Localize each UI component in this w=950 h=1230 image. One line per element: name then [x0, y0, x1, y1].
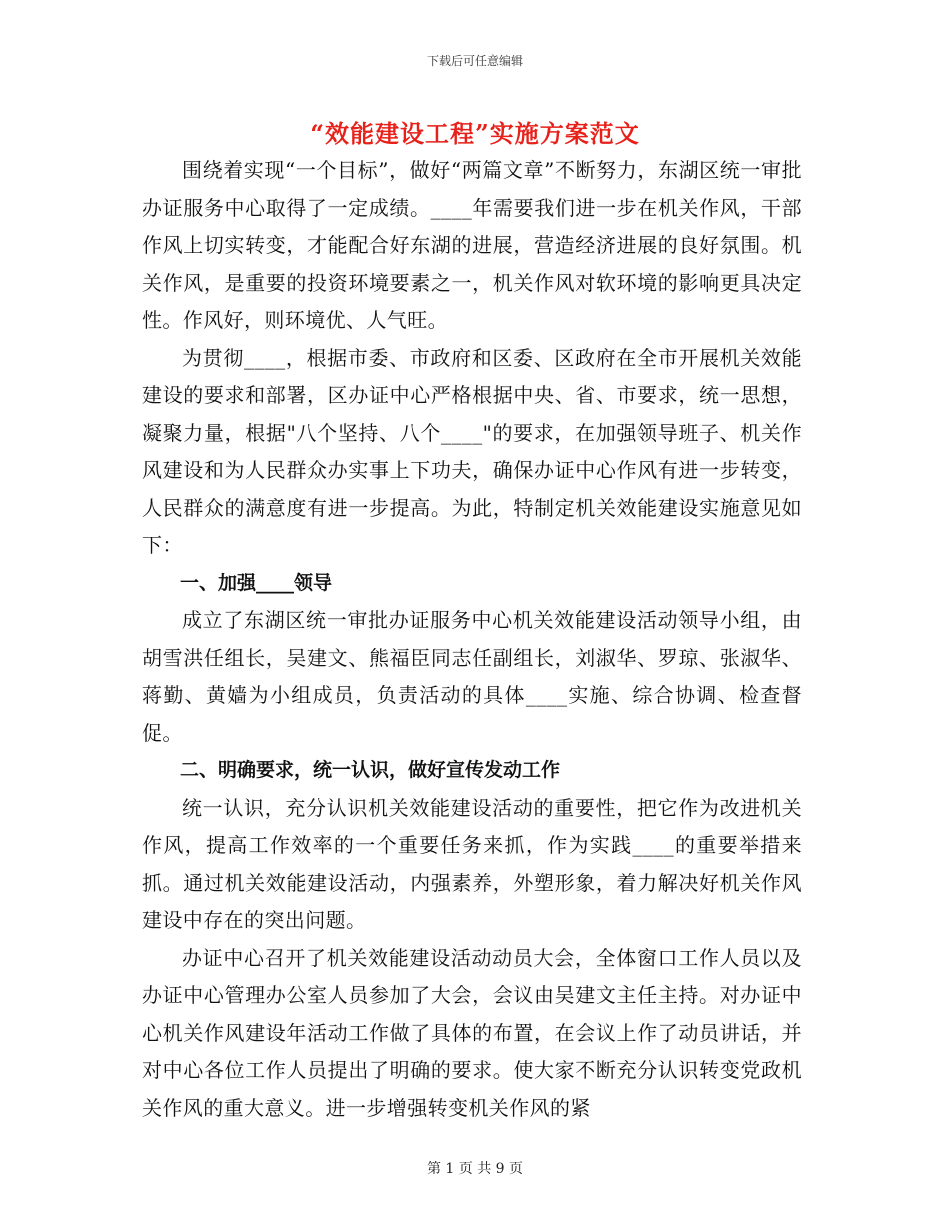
paragraph-intro: 围绕着实现“一个目标”，做好“两篇文章”不断努力，东湖区统一审批办证服务中心取得了一定成绩。____年需要我们进一步在机关作风，干部作风上切实转变，才能配合好东湖的进展，营造经济进展的良好氛围。机关作风，是重要的投资环境要素之一，机关作风对软环境的影响更具决定性。作风好，则环境优、人气旺。 [142, 158, 802, 332]
page-footer: 第 1 页 共 9 页 [426, 1161, 524, 1177]
paragraph-awareness: 统一认识，充分认识机关效能建设活动的重要性，把它作为改进机关作风，提高工作效率的一个重要任务来抓，作为实践____的重要举措来抓。通过机关效能建设活动，内强素养，外塑形象，着力解决好机关作风建设中存在的突出问题。 [142, 795, 802, 932]
paragraph-implementation: 为贯彻____，根据市委、市政府和区委、区政府在全市开展机关效能建设的要求和部署，区办证中心严格根据中央、省、市要求，统一思想，凝聚力量，根据"八个坚持、八个____"的要求，在加强领导班子、机关作风建设和为人民群众办实事上下功夫，确保办证中心作风有进一步转变，人民群众的满意度有进一步提高。为此，特制定机关效能建设实施意见如下： [142, 345, 802, 557]
section-heading-1: 一、加强____领导 [180, 571, 333, 594]
document-body [142, 152, 802, 1127]
document-title: “效能建设工程”实施方案范文 [310, 119, 640, 148]
header-note: 下载后可任意编辑 [426, 54, 523, 68]
paragraph-leadership-group: 成立了东湖区统一审批办证服务中心机关效能建设活动领导小组，由胡雪洪任组长，吴建文、熊福臣同志任副组长，刘淑华、罗琼、张淑华、蒋勤、黄嫱为小组成员，负责活动的具体____实施、综合协调、检查督促。 [142, 608, 802, 745]
paragraph-meeting: 办证中心召开了机关效能建设活动动员大会，全体窗口工作人员以及办证中心管理办公室人员参加了大会，会议由吴建文主任主持。对办证中心机关作风建设年活动工作做了具体的布置，在会议上作了动员讲话，并对中心各位工作人员提出了明确的要求。使大家不断充分认识转变党政机关作风的重大意义。进一步增强转变机关作风的紧 [142, 945, 802, 1120]
section-heading-2: 二、明确要求，统一认识，做好宣传发动工作 [180, 759, 561, 781]
